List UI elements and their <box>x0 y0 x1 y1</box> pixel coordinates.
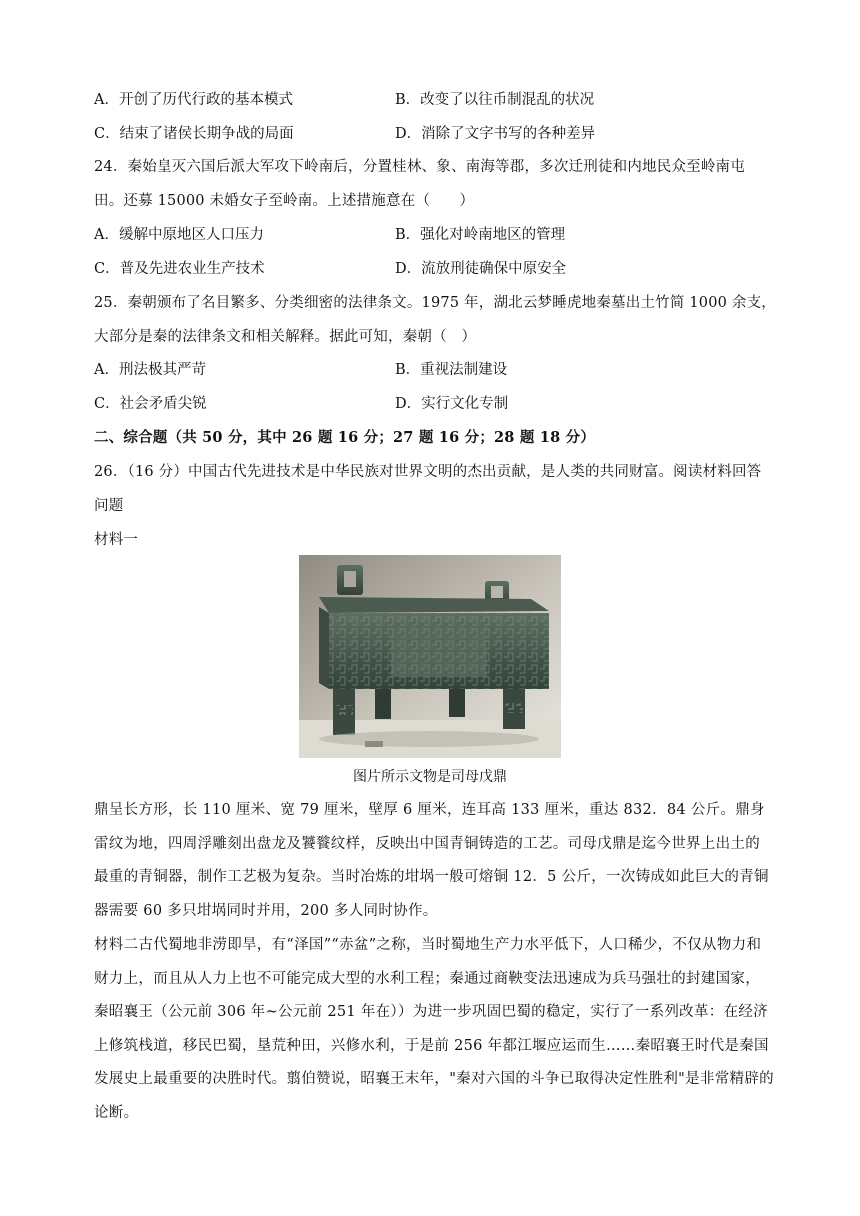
section-heading: 二、综合题（共 50 分，其中 26 题 16 分；27 题 16 分；28 题 18 分） <box>94 429 596 446</box>
q26-stem-line1: 26．（16 分）中国古代先进技术是中华民族对世界文明的杰出贡献，是人类的共同财富。阅读材料回答 <box>94 464 762 480</box>
q25-stem-line1: 25．秦朝颁布了名目繁多、分类细密的法律条文。1975 年，湖北云梦睡虎地秦墓出土竹简 1000 余支， <box>94 295 776 311</box>
q25-option-d: D．实行文化专制 <box>395 396 509 412</box>
q25-option-a: A．刑法极其严苛 <box>94 362 206 378</box>
material2-text: 材料二古代蜀地非涝即旱，有“泽国”“赤盆”之称，当时蜀地生产力水平低下，人口稀少，不仅从物力和财力上，而且从人力上也不可能完成大型的水利工程；秦通过商鞅变法迅速成为兵马强壮的封建国家，秦昭襄王（公元前 306 年~公元前 251 年在））为进一步巩固巴蜀的稳定，实行了一系列改革：在经济上修筑栈道，移民巴蜀，垦荒种田，兴修水利，于是前 256 年都江堰应运而生……秦昭襄王时代是秦国发展史上最重要的决胜时代。翦伯赞说，昭襄王末年，"秦对六国的斗争已取得决定性胜利"是非常精辟的论断。 <box>94 937 774 1121</box>
q23-option-b: B．改变了以往币制混乱的状况 <box>395 92 595 108</box>
q24-option-a: A．缓解中原地区人口压力 <box>94 227 264 243</box>
q23-option-d: D．消除了文字书写的各种差异 <box>395 126 596 142</box>
material1-text: 鼎呈长方形，长 110 厘米、宽 79 厘米，壁厚 6 厘米，连耳高 133 厘米，重达 832．84 公斤。鼎身雷纹为地，四周浮雕刻出盘龙及饕餮纹样，反映出中国青铜铸造的工艺。司母戊鼎是迄今世界上出土的最重的青铜器，制作工艺极为复杂。当时冶炼的坩埚一般可熔铜 12．5 公斤，一次铸成如此巨大的青铜器需要 60 多只坩埚同时并用，200 多人同时协作。 <box>94 802 769 919</box>
q24-option-c: C．普及先进农业生产技术 <box>94 261 265 277</box>
q24-option-d: D．流放刑徒确保中原安全 <box>395 261 567 277</box>
q23-option-a: A．开创了历代行政的基本模式 <box>94 92 293 108</box>
q23-option-c: C．结束了诸侯长期争战的局面 <box>94 126 294 142</box>
q25-option-c: C．社会矛盾尖锐 <box>94 396 207 412</box>
figure-caption: 图片所示文物是司母戊鼎 <box>353 769 507 785</box>
q24-option-b: B．强化对岭南地区的管理 <box>395 227 566 243</box>
q24-stem-line1: 24．秦始皇灭六国后派大军攻下岭南后，分置桂林、象、南海等郡，多次迁刑徒和内地民众至岭南屯 <box>94 159 745 175</box>
q26-stem-line2: 问题 <box>94 498 124 514</box>
bronze-ding-photo <box>299 555 561 758</box>
q25-stem-line2: 大部分是秦的法律条文和相关解释。据此可知，秦朝（ ） <box>94 329 477 345</box>
material1-label: 材料一 <box>94 532 139 548</box>
q25-option-b: B．重视法制建设 <box>395 362 508 378</box>
q24-stem-line2: 田。还募 15000 未婚女子至岭南。上述措施意在（ ） <box>94 193 475 209</box>
